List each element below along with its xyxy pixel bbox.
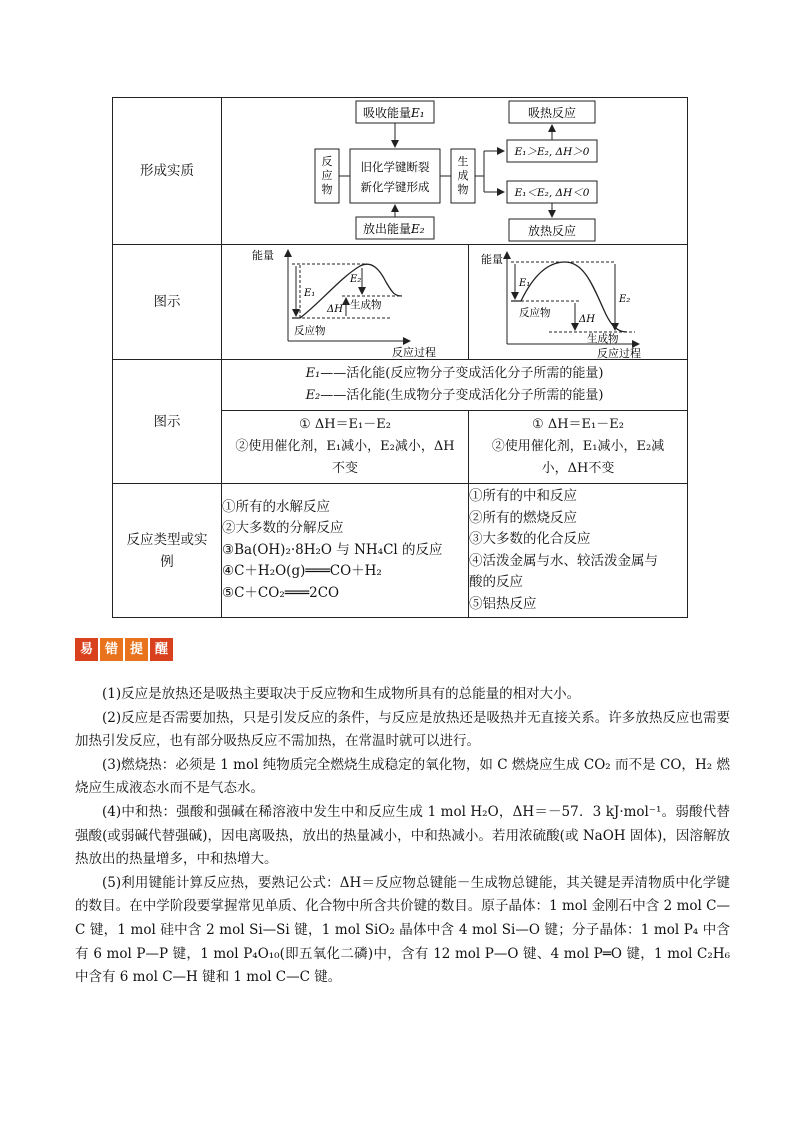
exothermic-energy-graph xyxy=(469,246,687,359)
endothermic-formula-cell xyxy=(222,411,469,484)
reactant-label: 反应物 xyxy=(519,306,551,319)
formula-line-3: 不变 xyxy=(331,461,358,476)
energy-curve xyxy=(511,262,627,332)
e2-label: E₂ xyxy=(619,293,631,305)
graph-label: 图示 xyxy=(113,245,222,360)
example-item: ①所有的中和反应 xyxy=(469,488,577,504)
endothermic-text: 吸热反应 xyxy=(527,105,577,120)
product-label: 生成物 xyxy=(587,332,619,345)
row-graphs xyxy=(113,245,688,360)
reactant-char-1: 反 xyxy=(321,154,333,168)
condition-exo-text: E₁＜E₂, ΔH＜0 xyxy=(514,186,590,199)
error-prone-banner xyxy=(75,638,173,661)
row-examples xyxy=(113,484,688,618)
product-label: 生成物 xyxy=(350,298,382,311)
note-paragraph: (2)反应是否需要加热，只是引发反应的条件，与反应是放热还是吸热并无直接关系。许多放热反应也需要加热引发反应，也有部分吸热反应不需加热，在常温时就可以进行。 xyxy=(75,709,730,750)
reactant-char-3: 物 xyxy=(321,182,333,196)
example-item: ⑤C＋CO₂═══2CO xyxy=(222,584,340,601)
formula-line-1: ① ΔH＝E₁－E₂ xyxy=(532,417,624,432)
absorb-energy-text: 吸收能量E₁ xyxy=(363,105,425,120)
note-paragraph: (5)利用键能计算反应热，要熟记公式：ΔH＝反应物总键能－生成物总键能，其关键是弄清物质中化学键的数目。在中学阶段要掌握常见单质、化合物中所含共价键的数目。原子晶体：1 mol 金刚石中含 2 mol C—C 键，1 mol 硅中含 2 mol Si—Si 键，1 mol SiO₂ 晶体中含 4 mol Si—O 键；分子晶体：1 mol P₄ 中含有 6 mol P—P 键，1 mol P₄O₁₀(即五氧化二磷)中，含有 12 mol P—O 键、4 mol P═O 键，1 mol C₂H₆ 中含有 6 mol C—H 键和 1 mol C—C 键。 xyxy=(75,874,730,986)
x-axis-label: 反应过程 xyxy=(392,345,436,359)
banner-char: 易 xyxy=(75,638,98,661)
row-formula-top xyxy=(113,360,688,411)
flowchart xyxy=(222,99,686,244)
exothermic-text: 放热反应 xyxy=(527,223,577,238)
formula-line-1: ① ΔH＝E₁－E₂ xyxy=(299,417,391,432)
formula-line-2: ②使用催化剂，E₁减小，E₂减小，ΔH xyxy=(235,439,455,454)
example-item: 酸的反应 xyxy=(469,574,523,590)
exothermic-formula-cell xyxy=(469,411,688,484)
e2-definition: E₂——活化能(生成物分子变成活化分子所需的能量) xyxy=(305,388,604,403)
x-axis-label: 反应过程 xyxy=(597,346,641,359)
e1-label: E₁ xyxy=(519,277,531,289)
example-item: ②所有的燃烧反应 xyxy=(469,509,577,526)
product-char-3: 物 xyxy=(457,182,469,196)
reactant-char-2: 应 xyxy=(321,168,333,182)
bonds-break-text: 旧化学键断裂 xyxy=(360,159,430,174)
delta-h-label: ΔH xyxy=(579,313,595,325)
activation-energy-cell xyxy=(222,360,688,411)
banner-char: 醒 xyxy=(150,638,173,661)
note-paragraph: (4)中和热：强酸和强碱在稀溶液中发生中和反应生成 1 mol H₂O，ΔH＝－57．3 kJ·mol⁻¹。弱酸代替强酸(或弱碱代替强碱)，因电离吸热，放出的热量减小，中和热减小。若用浓硫酸(或 NaOH 固体)，因溶解放热放出的热量增多，中和热增大。 xyxy=(75,803,730,868)
banner-char: 提 xyxy=(125,638,148,661)
note-paragraph: (1)反应是放热还是吸热主要取决于反应物和生成物所具有的总能量的相对大小。 xyxy=(102,686,581,702)
y-axis-label: 能量 xyxy=(481,252,503,266)
example-item: ①所有的水解反应 xyxy=(222,498,330,515)
endothermic-energy-graph xyxy=(222,246,468,359)
exothermic-examples xyxy=(469,484,688,618)
e1-definition: E₁——活化能(反应物分子变成活化分子所需的能量) xyxy=(305,366,604,381)
reactant-label: 反应物 xyxy=(294,324,326,337)
e1-label: E₁ xyxy=(304,287,316,299)
example-item: ②大多数的分解反应 xyxy=(222,520,344,537)
example-item: ③大多数的化合反应 xyxy=(469,531,591,547)
endothermic-graph-cell xyxy=(222,245,469,360)
comparison-table xyxy=(112,97,688,618)
notes-section xyxy=(75,683,730,990)
examples-label: 反应类型或实例 xyxy=(113,484,222,618)
example-item: ③Ba(OH)₂·8H₂O 与 NH₄Cl 的反应 xyxy=(222,541,443,558)
row-essence xyxy=(113,98,688,245)
flowchart-cell xyxy=(222,98,688,245)
e2-label: E₂ xyxy=(350,273,362,285)
condition-endo-text: E₁＞E₂, ΔH＞0 xyxy=(514,145,590,158)
exothermic-graph-cell xyxy=(469,245,688,360)
example-item: ⑤铝热反应 xyxy=(469,595,537,612)
product-char-2: 成 xyxy=(457,168,469,182)
bonds-form-text: 新化学键形成 xyxy=(360,179,430,194)
product-char-1: 生 xyxy=(457,154,469,168)
formula-label: 图示 xyxy=(113,360,222,484)
formula-line-2: ②使用催化剂，E₁减小，E₂减 xyxy=(491,439,665,454)
y-axis-label: 能量 xyxy=(252,248,274,262)
note-paragraph: (3)燃烧热：必须是 1 mol 纯物质完全燃烧生成稳定的氧化物，如 C 燃烧应生成 CO₂ 而不是 CO，H₂ 燃烧应生成液态水而不是气态水。 xyxy=(75,756,730,797)
example-item: ④C＋H₂O(g)═══CO＋H₂ xyxy=(222,563,382,580)
example-item: ④活泼金属与水、较活泼金属与 xyxy=(469,552,658,569)
formula-line-3: 小，ΔH不变 xyxy=(541,461,615,476)
bond-change-box xyxy=(350,149,440,203)
delta-h-label: ΔH xyxy=(327,303,343,315)
banner-char: 错 xyxy=(100,638,123,661)
release-energy-text: 放出能量E₂ xyxy=(363,221,425,236)
essence-label: 形成实质 xyxy=(113,98,222,245)
endothermic-examples xyxy=(222,484,469,618)
